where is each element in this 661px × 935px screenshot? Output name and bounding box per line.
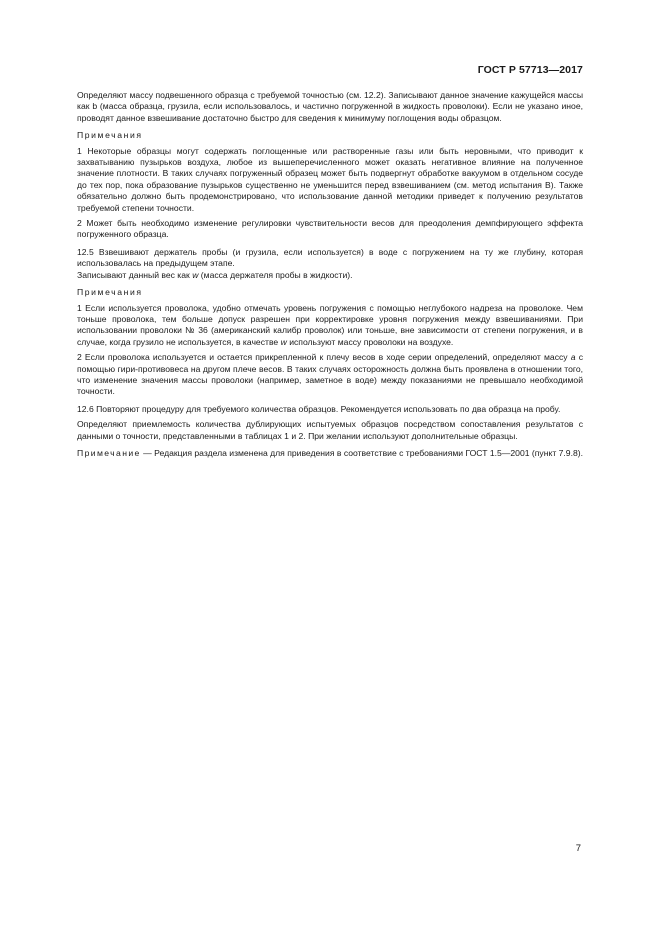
note-2-1-prefix: 1 Если используется проволока, удобно отмечать уровень погружения с помощью неглубокого надреза на проволоке. Чем тоньше проволока, тем больше допуск разрешен при корректировке уровня погружения между взвешиваниями. При использовании проволоки № 36 (американский калибр проволок) или тоньше, вне зависимости от степени погружения, и в случае, когда грузило не используется, в качестве [77, 302, 583, 347]
note-2-1 [77, 303, 583, 349]
note-2-2-suffix: с помощью гири-противовеса на другом плече весов. В таких случаях осторожность должна быть проявлена в отношении того, что изменение значения массы проволоки (например, заметное в воде) между показаниями не превышало необходимой точности. [77, 352, 583, 397]
variable-a: a [570, 352, 576, 363]
record-w-suffix: (масса держателя пробы в жидкости). [198, 269, 353, 280]
note-1-2: 2 Может быть необходимо изменение регулировки чувствительности весов для преодоления демпфирующего эффекта погруженного образца. [77, 218, 583, 240]
paragraph-12-6: 12.6 Повторяют процедуру для требуемого количества образцов. Рекомендуется использовать по два образца на пробу. [77, 403, 561, 414]
paragraph-sample-mass-text: Определяют массу подвешенного образца с требуемой точностью (см. 12.2). Записывают данное значение кажущейся массы как b (масса образца, грузила, если использовалось, и частично погруженной в жидкость проволоки). Если не указано иное, проводят данное взвешивание достаточно быстро для сведения к минимуму поглощения воды образцом. [77, 90, 583, 123]
note-2-2 [77, 352, 583, 398]
final-note-label: Примечание [77, 447, 141, 458]
notes-heading-1: Примечания [77, 130, 143, 141]
final-note [77, 448, 583, 459]
variable-w: w [192, 269, 199, 280]
variable-w-note: w [280, 336, 287, 347]
standard-code-header: ГОСТ Р 57713—2017 [477, 64, 583, 76]
note-2-2-prefix: 2 Если проволока используется и остается прикрепленной к плечу весов в ходе серии определений, определяют массу [77, 352, 571, 363]
page-content [77, 90, 583, 459]
record-w-prefix: Записывают данный вес как [77, 269, 193, 280]
paragraph-12-5: 12.5 Взвешивают держатель пробы (и грузила, если используется) в воде с погружением на ту же глубину, которая использовалась на предыдущем этапе. [77, 246, 583, 269]
paragraph-record-w [77, 270, 583, 281]
note-1-1: 1 Некоторые образцы могут содержать поглощенные или растворенные газы или быть неровными, что приводит к захватыванию пузырьков воздуха, любое из вышеперечисленного может оказать негативное влияние на полученное значение плотности. В таких случаях погруженный образец может быть подвергнут обработке вакуумом в отдельном сосуде до тех пор, пока образование пузырьков существенно не уменьшится перед взвешиванием (см. метод испытания В). Также обязательно должно быть продемонстрировано, что использование данной методики приведет к получению результатов требуемой степени точности. [77, 145, 583, 213]
paragraph-acceptability: Определяют приемлемость количества дублирующих испытуемых образцов посредством сопоставления результатов с данными о точности, представленными в таблицах 1 и 2. При желании используют дополнительные образцы. [77, 419, 583, 441]
final-note-text: — Редакция раздела изменена для приведения в соответствие с требованиями ГОСТ 1.5—2001 (пункт 7.9.8). [140, 447, 584, 458]
note-2-1-suffix: используют массу проволоки на воздухе. [286, 336, 454, 347]
page-number: 7 [575, 843, 581, 854]
notes-heading-2: Примечания [77, 287, 143, 298]
paragraph-sample-mass [77, 90, 583, 124]
